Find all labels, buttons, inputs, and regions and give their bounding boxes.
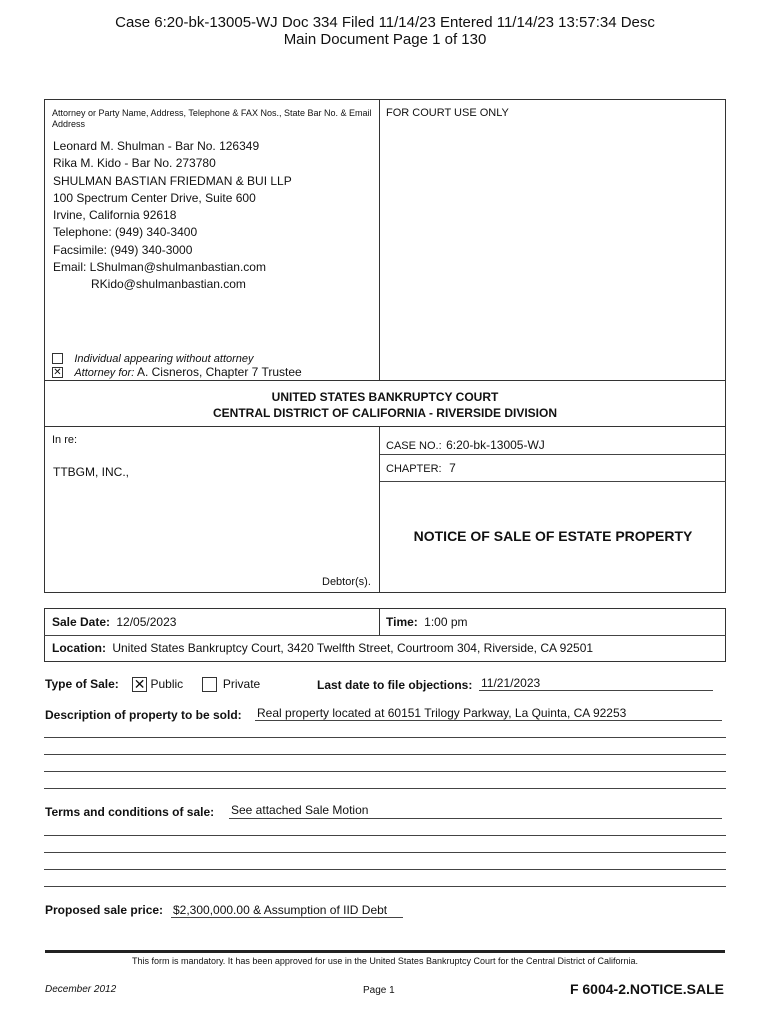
- price-value: $2,300,000.00 & Assumption of IID Debt: [173, 903, 388, 917]
- court-name-line2: CENTRAL DISTRICT OF CALIFORNIA - RIVERSIDE DIVISION: [212, 406, 557, 420]
- attorney-info: [53, 138, 292, 294]
- price-label: Proposed sale price:: [45, 903, 164, 917]
- sale-date-value: 12/05/2023: [116, 615, 177, 629]
- footer-rule: [45, 950, 725, 953]
- type-of-sale: [45, 677, 260, 692]
- terms-label: Terms and conditions of sale:: [45, 805, 215, 819]
- attorney-for-value: A. Cisneros, Chapter 7 Trustee: [136, 365, 302, 379]
- sale-date-label: Sale Date:: [52, 615, 111, 629]
- attorney-line: SHULMAN BASTIAN FRIEDMAN & BUI LLP: [53, 173, 292, 188]
- case-header-line1: Case 6:20-bk-13005-WJ Doc 334 Filed 11/14/23 Entered 11/14/23 13:57:34 Desc: [115, 14, 655, 31]
- self-represented-label: Individual appearing without attorney: [74, 353, 254, 365]
- chapter: [386, 459, 456, 477]
- attorney-line: Rika M. Kido - Bar No. 273780: [53, 156, 216, 171]
- sale-time-value: 1:00 pm: [424, 615, 468, 629]
- public-label: Public: [150, 677, 184, 691]
- sale-location-value: United States Bankruptcy Court, 3420 Twelfth Street, Courtroom 304, Riverside, CA 92501: [112, 641, 594, 655]
- chapter-label: CHAPTER:: [386, 463, 442, 475]
- case-number: [386, 436, 545, 454]
- sale-location-label: Location:: [52, 641, 106, 655]
- description-label: Description of property to be sold:: [45, 708, 242, 722]
- attorney-caption: Attorney or Party Name, Address, Telephone & FAX Nos., State Bar No. & Email Address: [52, 108, 372, 129]
- objections-label: Last date to file objections:: [317, 678, 473, 692]
- terms-value: See attached Sale Motion: [231, 803, 369, 817]
- attorney-for-label: Attorney for:: [74, 367, 135, 379]
- footer-date: December 2012: [45, 984, 117, 995]
- attorney-line: 100 Spectrum Center Drive, Suite 600: [53, 190, 256, 205]
- footer-page: Page 1: [363, 985, 395, 996]
- case-header-line2: Main Document Page 1 of 130: [283, 31, 487, 48]
- court-name: [44, 389, 726, 421]
- attorney-line: RKido@shulmanbastian.com: [91, 277, 246, 292]
- footer-notice: This form is mandatory. It has been approved for use in the United States Bankruptcy Court for the Central District of California.: [131, 956, 639, 966]
- attorney-line: Irvine, California 92618: [53, 208, 177, 223]
- chapter-value: 7: [449, 461, 456, 475]
- attorney-for-row: [52, 365, 302, 379]
- in-re-label: In re:: [52, 434, 78, 446]
- case-box: [44, 426, 726, 593]
- description-value: Real property located at 60151 Trilogy Parkway, La Quinta, CA 92253: [257, 706, 627, 720]
- debtors-label: Debtor(s).: [322, 576, 371, 588]
- private-label: Private: [222, 677, 261, 691]
- court-name-line1: UNITED STATES BANKRUPTCY COURT: [271, 390, 499, 404]
- case-no-label: CASE NO.:: [386, 440, 442, 452]
- attorney-line: Telephone: (949) 340-3400: [53, 225, 198, 240]
- self-represented-checkbox[interactable]: [52, 353, 63, 364]
- form-id: F 6004-2.NOTICE.SALE: [569, 981, 724, 997]
- attorney-line: Email: LShulman@shulmanbastian.com: [53, 260, 266, 275]
- sale-date: [52, 615, 176, 629]
- self-represented-row: [52, 351, 254, 365]
- type-of-sale-label: Type of Sale:: [45, 677, 119, 691]
- debtor-name: TTBGM, INC.,: [53, 465, 129, 479]
- objections-value: 11/21/2023: [481, 676, 541, 690]
- notice-title: NOTICE OF SALE OF ESTATE PROPERTY: [413, 528, 693, 544]
- private-checkbox[interactable]: [202, 677, 217, 692]
- court-use-only: FOR COURT USE ONLY: [386, 107, 509, 119]
- public-checkbox[interactable]: ✕: [133, 676, 146, 693]
- attorney-line: Leonard M. Shulman - Bar No. 126349: [53, 139, 260, 153]
- sale-location: [52, 641, 593, 655]
- sale-time: [386, 615, 468, 629]
- attorney-for-checkbox[interactable]: ✕: [53, 367, 62, 379]
- sale-time-label: Time:: [386, 615, 418, 629]
- case-no-value: 6:20-bk-13005-WJ: [446, 438, 545, 452]
- attorney-line: Facsimile: (949) 340-3000: [53, 242, 193, 257]
